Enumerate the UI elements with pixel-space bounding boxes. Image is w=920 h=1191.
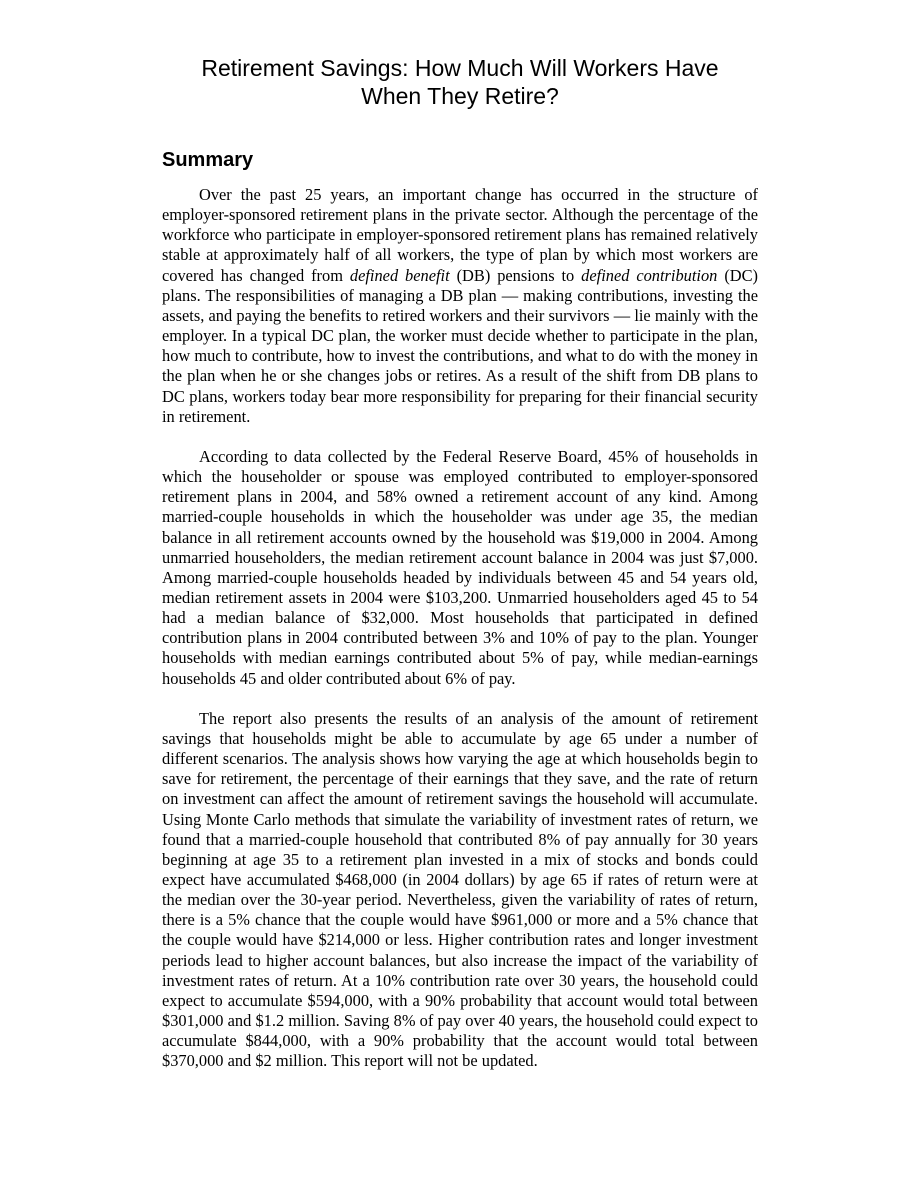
- summary-paragraph-1: [162, 185, 758, 427]
- paragraph-1-text-a: Over the past 25 years, an important change has occurred in the structure of employer-sponsored retirement plans in the private sector. Although the percentage of the workforce who participate in employer-sponsored retirement plans has remained relatively stable at approximately half of all workers, the type of plan by which most workers are covered has changed from: [162, 185, 758, 285]
- summary-paragraph-3: The report also presents the results of an analysis of the amount of retirement savings that households might be able to accumulate by age 65 under a number of different scenarios. The analysis shows how varying the age at which households begin to save for retirement, the percentage of their earnings that they save, and the rate of return on investment can affect the amount of retirement savings the household will accumulate. Using Monte Carlo methods that simulate the variability of investment rates of return, we found that a married-couple household that contributed 8% of pay annually for 30 years beginning at age 35 to a retirement plan invested in a mix of stocks and bonds could expect have accumulated $468,000 (in 2004 dollars) by age 65 if rates of return were at the median over the 30-year period. Nevertheless, given the variability of rates of return, there is a 5% chance that the couple would have $961,000 or more and a 5% chance that the couple would have $214,000 or less. Higher contribution rates and longer investment periods lead to higher account balances, but also increase the impact of the variability of investment rates of return. At a 10% contribution rate over 30 years, the household could expect to accumulate $594,000, with a 90% probability that account would total between $301,000 and $1.2 million. Saving 8% of pay over 40 years, the household could expect to accumulate $844,000, with a 90% probability that the account would total between $370,000 and $2 million. This report will not be updated.: [162, 708, 758, 1071]
- paragraph-1-text-b: (DB) pensions to: [449, 265, 582, 285]
- section-heading-summary: Summary: [162, 149, 254, 171]
- paragraph-1-text-c: (DC) plans. The responsibilities of managing a DB plan — making contributions, investing the assets, and paying the benefits to retired workers and their survivors — lie mainly with the employer. In a typical DC plan, the worker must decide whether to participate in the plan, how much to contribute, how to invest the contributions, and what to do with the money in the plan when he or she changes jobs or retires. As a result of the shift from DB plans to DC plans, workers today bear more responsibility for preparing for their financial security in retirement.: [162, 265, 758, 426]
- title-line-2: When They Retire?: [361, 83, 559, 109]
- term-defined-benefit: defined benefit: [349, 265, 450, 285]
- document-page: [162, 54, 758, 1072]
- term-defined-contribution: defined contribution: [581, 265, 718, 285]
- document-title: [162, 54, 758, 110]
- summary-paragraph-2: According to data collected by the Federal Reserve Board, 45% of households in which the householder or spouse was employed contributed to employer-sponsored retirement plans in 2004, and 58% owned a retirement account of any kind. Among married-couple households in which the householder was under age 35, the median balance in all retirement accounts owned by the household was $19,000 in 2004. Among unmarried householders, the median retirement account balance in 2004 was just $7,000. Among married-couple households headed by individuals between 45 and 54 years old, median retirement assets in 2004 were $103,200. Unmarried householders aged 45 to 54 had a median balance of $32,000. Most households that participated in defined contribution plans in 2004 contributed between 3% and 10% of pay to the plan. Younger households with median earnings contributed about 5% of pay, while median-earnings households 45 and older contributed about 6% of pay.: [162, 446, 758, 688]
- title-line-1: Retirement Savings: How Much Will Workers Have: [201, 55, 719, 81]
